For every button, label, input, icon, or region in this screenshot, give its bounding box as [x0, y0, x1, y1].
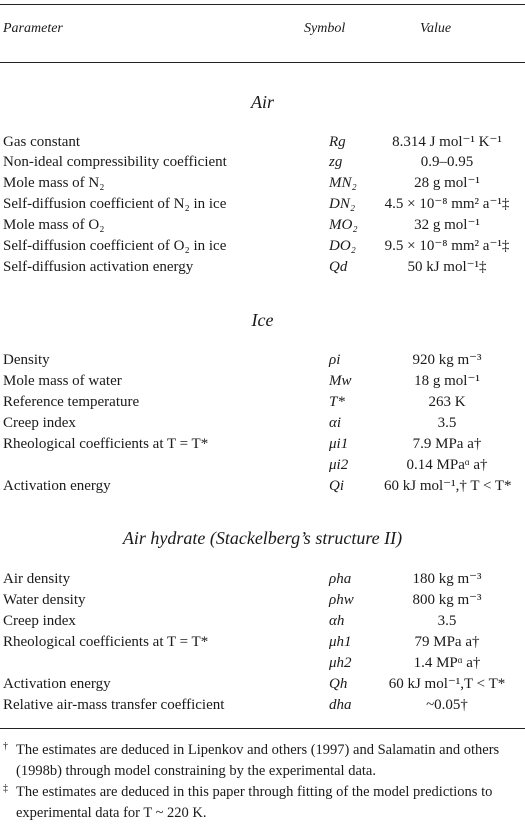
row-symbol: MN₂ [329, 175, 357, 191]
row-parameter: Non-ideal compressibility coefficient [3, 154, 227, 170]
row-value: 180 kg m⁻³ [412, 571, 482, 587]
table-row [0, 215, 525, 235]
row-parameter: Mole mass of N₂ [3, 175, 105, 191]
row-symbol: μh2 [329, 655, 352, 671]
row-symbol: MO₂ [329, 217, 358, 233]
row-value: 32 g mol⁻¹ [414, 217, 480, 233]
row-parameter: Activation energy [3, 478, 111, 494]
footnotes [3, 740, 521, 824]
row-symbol: ρi [329, 352, 341, 368]
table-row [0, 434, 525, 454]
footnote-mark: ‡ [3, 783, 8, 794]
row-parameter: Creep index [3, 415, 76, 431]
row-value: 0.9–0.95 [420, 154, 474, 170]
footnote [3, 740, 521, 782]
footnote-mark: † [3, 741, 8, 752]
row-parameter: Water density [3, 592, 86, 608]
row-symbol: zg [329, 154, 343, 170]
row-value: 79 MPa a† [414, 634, 480, 650]
table-row [0, 173, 525, 193]
row-value: 4.5 × 10⁻⁸ mm² a⁻¹‡ [384, 196, 510, 212]
row-parameter: Density [3, 352, 50, 368]
row-value: 800 kg m⁻³ [412, 592, 482, 608]
table-row [0, 132, 525, 152]
row-value: 3.5 [437, 613, 457, 629]
row-parameter: Activation energy [3, 676, 111, 692]
row-value: 60 kJ mol⁻¹,T < T* [388, 676, 506, 692]
row-parameter: Self-diffusion activation energy [3, 259, 194, 275]
section-title-air-hydrate: Air hydrate (Stackelberg’s structure II) [122, 528, 403, 548]
table-row [0, 476, 525, 496]
table-row [0, 611, 525, 631]
row-parameter: Air density [3, 571, 71, 587]
row-symbol: dha [329, 697, 352, 713]
footnote-text: The estimates are deduced in this paper through fitting of the model predictions to experimental data for T ~ 220 K. [16, 784, 493, 821]
table-row [0, 674, 525, 694]
row-symbol: αh [329, 613, 345, 629]
row-symbol: μi2 [329, 457, 349, 473]
row-value: 920 kg m⁻³ [412, 352, 482, 368]
table-row [0, 152, 525, 172]
row-parameter: Reference temperature [3, 394, 140, 410]
row-parameter: Rheological coefficients at T = T* [3, 634, 209, 650]
row-symbol: μi1 [329, 436, 349, 452]
row-value: 1.4 MPᵅ a† [413, 655, 481, 671]
row-symbol: Qi [329, 478, 344, 494]
row-symbol: ρhw [329, 592, 354, 608]
row-symbol: DO₂ [329, 238, 356, 254]
top-rule [0, 4, 525, 5]
row-value: 7.9 MPa a† [412, 436, 482, 452]
row-symbol: μh1 [329, 634, 352, 650]
header-rule [0, 62, 525, 63]
table-row [0, 590, 525, 610]
row-symbol: Qh [329, 676, 348, 692]
table-row [0, 695, 525, 715]
row-parameter: Mole mass of O₂ [3, 217, 105, 233]
row-symbol: ρha [329, 571, 352, 587]
footnote-text: The estimates are deduced in Lipenkov and others (1997) and Salamatin and others (1998b) through model constraining by the experimental data. [16, 742, 500, 779]
header-parameter: Parameter [3, 21, 63, 36]
table-row [0, 632, 525, 652]
table-row [0, 413, 525, 433]
row-parameter: Mole mass of water [3, 373, 122, 389]
header-symbol: Symbol [304, 21, 346, 36]
row-value: 50 kJ mol⁻¹‡ [407, 259, 487, 275]
row-symbol: DN₂ [329, 196, 356, 212]
footnote [3, 782, 521, 824]
section-title-ice: Ice [251, 310, 274, 330]
row-parameter: Rheological coefficients at T = T* [3, 436, 209, 452]
section-title-air: Air [250, 92, 274, 112]
table-row [0, 392, 525, 412]
table-row [0, 236, 525, 256]
bottom-rule [0, 728, 525, 729]
row-value: 3.5 [437, 415, 457, 431]
row-parameter: Self-diffusion coefficient of N₂ in ice [3, 196, 227, 212]
row-symbol: αi [329, 415, 342, 431]
row-value: 8.314 J mol⁻¹ K⁻¹ [392, 134, 502, 150]
table-row [0, 371, 525, 391]
row-parameter: Gas constant [3, 134, 81, 150]
table-row [0, 455, 525, 475]
row-symbol: Qd [329, 259, 348, 275]
row-value: 263 K [428, 394, 466, 410]
table-row [0, 653, 525, 673]
row-symbol: Mw [329, 373, 352, 389]
row-symbol: T* [329, 394, 345, 410]
row-value: 60 kJ mol⁻¹,† T < T* [384, 478, 512, 494]
row-value: 0.14 MPaᵅ a† [406, 457, 488, 473]
row-value: ~0.05† [426, 697, 468, 713]
table-row [0, 194, 525, 214]
row-value: 28 g mol⁻¹ [414, 175, 480, 191]
row-parameter: Relative air-mass transfer coefficient [3, 697, 225, 713]
table-row [0, 257, 525, 277]
row-symbol: Rg [329, 134, 346, 150]
table-row [0, 350, 525, 370]
row-value: 9.5 × 10⁻⁸ mm² a⁻¹‡ [384, 238, 510, 254]
row-parameter: Self-diffusion coefficient of O₂ in ice [3, 238, 227, 254]
row-parameter: Creep index [3, 613, 76, 629]
row-value: 18 g mol⁻¹ [414, 373, 480, 389]
header-value: Value [420, 21, 452, 36]
table-row [0, 569, 525, 589]
